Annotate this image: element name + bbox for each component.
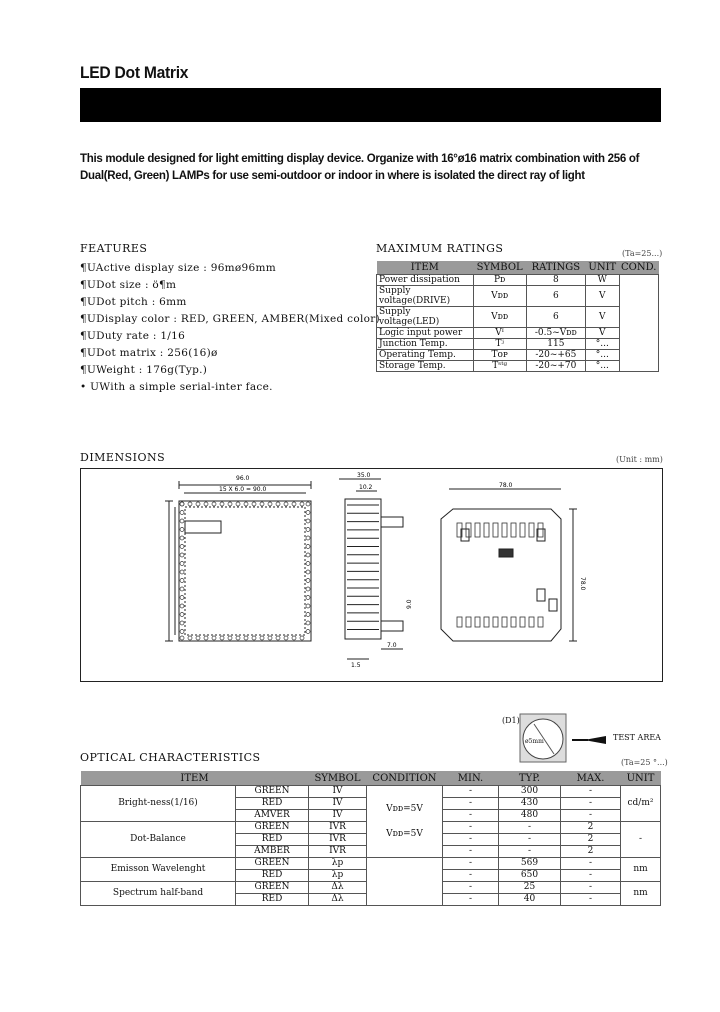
led-dot xyxy=(306,528,310,532)
led-dot xyxy=(212,636,216,640)
led-dot xyxy=(180,621,184,625)
led-dot xyxy=(204,636,208,640)
table-row: Storage Temp. Tˢᵗᵍ -20~+70 °... xyxy=(377,361,659,372)
col-header: ITEM xyxy=(81,771,309,786)
col-header: SYMBOL xyxy=(309,771,367,786)
ic-component xyxy=(511,617,516,627)
table-row: Spectrum half-band GREEN Δλ - 25 - nm xyxy=(81,882,661,894)
led-dot xyxy=(306,613,310,617)
led-dot xyxy=(260,502,264,506)
feature-item: ¶UDisplay color : RED, GREEN, AMBER(Mixed color) xyxy=(80,313,380,325)
ic-component xyxy=(475,523,480,537)
ic-component xyxy=(529,523,534,537)
led-dot xyxy=(244,636,248,640)
dim-label-96: 96.0 xyxy=(236,475,250,482)
optical-condition: (Ta=25 °...) xyxy=(621,758,668,767)
led-dot xyxy=(306,621,310,625)
led-dot xyxy=(260,636,264,640)
ic-component xyxy=(520,523,525,537)
led-dot xyxy=(180,511,184,515)
test-d1-label: (D1) xyxy=(502,716,520,725)
ic-component xyxy=(502,523,507,537)
dimensions-unit: (Unit : mm) xyxy=(616,455,663,464)
optical-heading: OPTICAL CHARACTERISTICS xyxy=(80,751,261,764)
led-dot xyxy=(180,596,184,600)
led-dot xyxy=(236,636,240,640)
led-dot xyxy=(212,502,216,506)
led-dot xyxy=(306,587,310,591)
table-row: Dot-Balance GREEN IVR - - 2 - xyxy=(81,822,661,834)
col-header: UNIT xyxy=(586,261,619,275)
max-ratings-table xyxy=(376,261,659,372)
dimensions-heading: DIMENSIONS xyxy=(80,451,166,464)
table-row: Operating Temp. Tᴏᴘ -20~+65 °... xyxy=(377,350,659,361)
led-dot xyxy=(180,604,184,608)
front-view xyxy=(165,481,311,641)
led-dot xyxy=(228,502,232,506)
led-dot xyxy=(180,562,184,566)
ic-component xyxy=(475,617,480,627)
ic-component xyxy=(484,617,489,627)
table-row: Supply voltage(LED) Vᴅᴅ 6 V xyxy=(377,307,659,328)
led-dot xyxy=(306,502,310,506)
feature-item: ¶UWeight : 176g(Typ.) xyxy=(80,364,208,376)
led-dot xyxy=(180,587,184,591)
led-dot xyxy=(306,545,310,549)
col-header: TYP. xyxy=(499,771,561,786)
ic-component xyxy=(529,617,534,627)
ic-component xyxy=(466,617,471,627)
col-header: ITEM xyxy=(377,261,474,275)
col-header: COND. xyxy=(619,261,658,275)
led-dot xyxy=(196,502,200,506)
led-dot xyxy=(284,502,288,506)
led-dot xyxy=(180,570,184,574)
front-view-dots xyxy=(180,502,310,640)
led-dot xyxy=(220,502,224,506)
table-row: Supply voltage(DRIVE) Vᴅᴅ 6 V xyxy=(377,286,659,307)
table-row: RED IV - 430 - xyxy=(81,798,661,810)
led-dot xyxy=(306,536,310,540)
ic-component xyxy=(493,523,498,537)
led-dot xyxy=(180,536,184,540)
side-view-pins xyxy=(347,505,379,630)
led-dot xyxy=(180,502,184,506)
ic-component xyxy=(520,617,525,627)
led-dot xyxy=(268,636,272,640)
dim-label-9: 9.0 xyxy=(406,599,413,609)
led-dot xyxy=(284,636,288,640)
table-row: Bright-ness(1/16) GREEN IV Vᴅᴅ=5V Vᴅᴅ=5V - 300 - cd/m² xyxy=(81,786,661,798)
dim-label-small: 1.5 xyxy=(351,662,361,669)
led-dot xyxy=(252,636,256,640)
table-row: RED Δλ - 40 - xyxy=(81,894,661,906)
led-dot xyxy=(180,545,184,549)
col-header: CONDITION xyxy=(367,771,443,786)
ic-component xyxy=(502,617,507,627)
ic-component xyxy=(457,617,462,627)
dimension-diagram xyxy=(81,469,662,681)
feature-item: ¶UDot size : ö¶m xyxy=(80,279,177,291)
led-dot xyxy=(180,636,184,640)
led-dot xyxy=(306,553,310,557)
led-dot xyxy=(196,636,200,640)
led-dot xyxy=(188,502,192,506)
ic-component xyxy=(538,617,543,627)
col-header: SYMBOL xyxy=(473,261,526,275)
led-dot xyxy=(292,502,296,506)
led-dot xyxy=(220,636,224,640)
led-dot xyxy=(306,570,310,574)
led-dot xyxy=(228,636,232,640)
test-dia-label: ø5mm xyxy=(525,738,544,745)
header-bar xyxy=(80,88,661,122)
led-dot xyxy=(306,511,310,515)
dim-label-78w: 78.0 xyxy=(499,482,513,489)
led-dot xyxy=(306,604,310,608)
led-dot xyxy=(180,553,184,557)
back-view xyxy=(441,489,577,641)
ic-component xyxy=(493,617,498,627)
table-row: RED λp - 650 - xyxy=(81,870,661,882)
table-row: Junction Temp. Tʲ 115 °... xyxy=(377,339,659,350)
feature-item: ¶UDot pitch : 6mm xyxy=(80,296,187,308)
table-row: Logic input power Vᴵ -0.5~Vᴅᴅ V xyxy=(377,328,659,339)
table-row: Emisson Wavelenght GREEN λp - 569 - nm xyxy=(81,858,661,870)
led-dot xyxy=(306,519,310,523)
dim-label-78h: 78.0 xyxy=(579,577,586,591)
feature-item: ¶UActive display size : 96mø96mm xyxy=(80,262,277,274)
led-dot xyxy=(188,636,192,640)
col-header: MIN. xyxy=(443,771,499,786)
back-view-components xyxy=(457,523,543,627)
col-header: UNIT xyxy=(621,771,661,786)
dim-label-pitch: 15 X 6.0 = 90.0 xyxy=(219,486,267,493)
optical-table xyxy=(80,771,661,906)
dimensions-drawing xyxy=(80,468,663,682)
led-dot xyxy=(252,502,256,506)
ic-component xyxy=(484,523,489,537)
led-dot xyxy=(180,519,184,523)
led-dot xyxy=(306,579,310,583)
led-dot xyxy=(292,636,296,640)
page-title: LED Dot Matrix xyxy=(80,63,189,82)
led-dot xyxy=(180,528,184,532)
col-header: RATINGS xyxy=(526,261,585,275)
led-dot xyxy=(276,502,280,506)
dim-label-7: 7.0 xyxy=(387,642,397,649)
features-heading: FEATURES xyxy=(80,242,148,255)
led-dot xyxy=(276,636,280,640)
feature-item: ¶UDot matrix : 256(16)ø xyxy=(80,347,218,359)
led-dot xyxy=(300,636,304,640)
feature-item: • UWith a simple serial-inter face. xyxy=(80,381,273,393)
features-list xyxy=(80,260,380,396)
led-dot xyxy=(268,502,272,506)
led-dot xyxy=(180,579,184,583)
test-area-label: TEST AREA xyxy=(613,733,661,742)
dim-label-35: 35.0 xyxy=(357,472,371,479)
led-dot xyxy=(180,630,184,634)
led-dot xyxy=(204,502,208,506)
led-dot xyxy=(244,502,248,506)
ic-component xyxy=(538,523,543,537)
table-row: Power dissipation Pᴅ 8 W xyxy=(377,275,659,286)
led-dot xyxy=(180,613,184,617)
max-ratings-heading: MAXIMUM RATINGS xyxy=(376,242,504,255)
side-view xyxy=(339,479,403,659)
ic-component xyxy=(511,523,516,537)
col-header: MAX. xyxy=(561,771,621,786)
led-dot xyxy=(236,502,240,506)
max-ratings-condition: (Ta=25...) xyxy=(622,249,663,258)
led-dot xyxy=(306,630,310,634)
dim-label-10: 10.2 xyxy=(359,484,373,491)
table-row: AMBER IVR - - 2 xyxy=(81,846,661,858)
feature-item: ¶UDuty rate : 1/16 xyxy=(80,330,186,342)
table-row: RED IVR - - 2 xyxy=(81,834,661,846)
table-row: AMVER IV - 480 - xyxy=(81,810,661,822)
led-dot xyxy=(306,596,310,600)
led-dot xyxy=(300,502,304,506)
led-dot xyxy=(306,562,310,566)
intro-paragraph: This module designed for light emitting display device. Organize with 16°ø16 matrix combination with 256 of Dual(Red, Green) LAMPs for use semi-outdoor or indoor in where is isolated the direct ray of light xyxy=(80,153,640,182)
